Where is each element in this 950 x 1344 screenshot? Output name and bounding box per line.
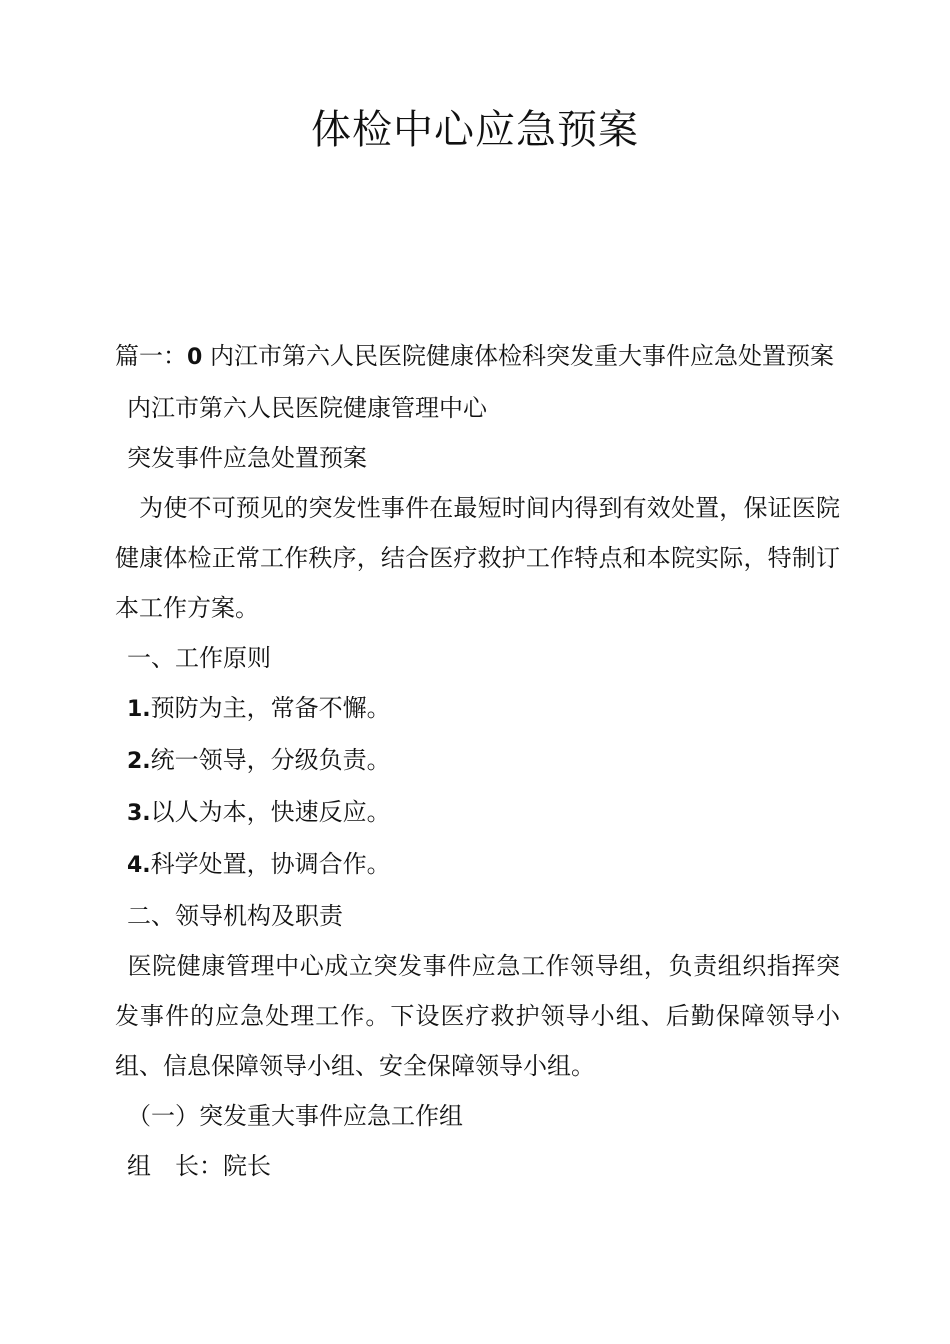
section-heading-principles: 一、工作原则 bbox=[127, 644, 271, 672]
section-heading-leadership: 二、领导机构及职责 bbox=[127, 902, 343, 930]
paragraph-chapter-heading bbox=[115, 331, 840, 383]
list-text: 预防为主，常备不懈。 bbox=[150, 694, 391, 722]
chapter-prefix: 篇一： bbox=[115, 342, 187, 370]
list-number: 3. bbox=[127, 801, 151, 826]
chapter-number: 0 bbox=[187, 345, 203, 370]
intro-text: 为使不可预见的突发性事件在最短时间内得到有效处置，保证医院健康体检正常工作秩序，结合医疗救护工作特点和本院实际，特制订本工作方案。 bbox=[115, 494, 840, 622]
list-text: 科学处置，协调合作。 bbox=[150, 850, 391, 878]
list-item-principle-3 bbox=[115, 787, 840, 839]
paragraph-leadership bbox=[115, 941, 840, 1091]
document-body bbox=[115, 331, 840, 1191]
paragraph-plan-name: 突发事件应急处置预案 bbox=[127, 444, 367, 472]
list-item-principle-1 bbox=[115, 683, 840, 735]
paragraph-intro bbox=[115, 483, 840, 633]
list-number: 1. bbox=[127, 697, 151, 722]
list-item-principle-2 bbox=[115, 735, 840, 787]
chapter-heading-text: 内江市第六人民医院健康体检科突发重大事件应急处置预案 bbox=[202, 342, 834, 370]
list-text: 统一领导，分级负责。 bbox=[150, 746, 391, 774]
list-item-principle-4 bbox=[115, 839, 840, 891]
list-text: 以人为本，快速反应。 bbox=[150, 798, 391, 826]
document-title: 体检中心应急预案 bbox=[311, 107, 639, 153]
paragraph-group-leader: 组 长：院长 bbox=[127, 1152, 271, 1180]
leadership-text: 医院健康管理中心成立突发事件应急工作领导组，负责组织指挥突发事件的应急处理工作。下设医疗救护领导小组、后勤保障领导小组、信息保障领导小组、安全保障领导小组。 bbox=[115, 952, 840, 1080]
paragraph-org-name: 内江市第六人民医院健康管理中心 bbox=[127, 394, 487, 422]
list-number: 4. bbox=[127, 853, 151, 878]
subsection-heading-workgroup: （一）突发重大事件应急工作组 bbox=[127, 1102, 463, 1130]
list-number: 2. bbox=[127, 749, 151, 774]
